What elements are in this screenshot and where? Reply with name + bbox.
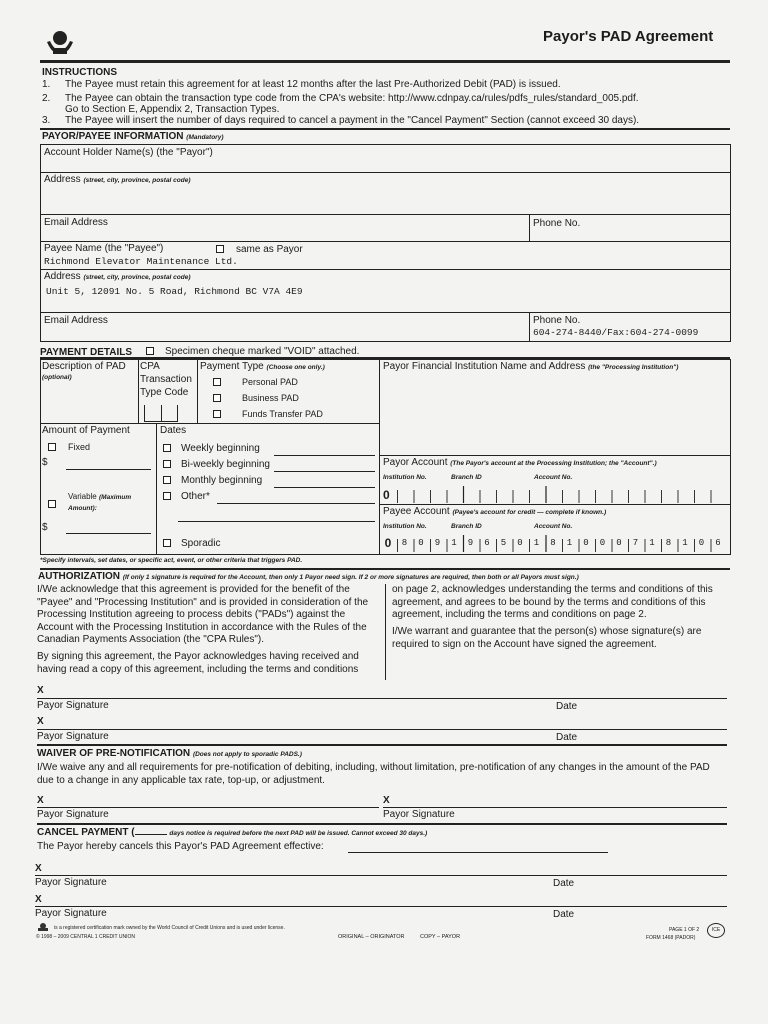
copyright-text: © 1998 – 2009 CENTRAL 1 CREDIT UNION <box>36 934 135 940</box>
fixed-amount-input[interactable] <box>66 469 151 470</box>
section-rule <box>37 744 727 746</box>
row-divider <box>379 504 731 505</box>
institution-no-label: Institution No. <box>383 523 427 530</box>
payee-name-label: Payee Name (the "Payee") <box>44 243 164 254</box>
payee-phone-value: 604-274-8440/Fax:604-274-0099 <box>533 327 699 338</box>
same-as-payor-label: same as Payor <box>236 244 303 255</box>
row-divider <box>379 455 731 456</box>
row-divider <box>40 269 731 270</box>
signature-label: Payor Signature <box>35 877 107 888</box>
column-divider <box>138 359 139 423</box>
signature-label: Payor Signature <box>35 908 107 919</box>
institution-no-label: Institution No. <box>383 474 427 481</box>
payee-account-digit: 5 <box>500 538 507 548</box>
section-title: CANCEL PAYMENT <box>37 827 129 838</box>
label-note: (The Payor's account at the Processing Institution; the "Account".) <box>450 460 657 467</box>
payee-account-digit: 0 <box>517 538 523 548</box>
waiver-text: I/We waive any and all requirements for pre-notification of debiting, including, without limitation, pre-notification of any changes in the amount of the PAD due to a change in any applicable tax rate, top-up, or adjustment. <box>37 762 710 786</box>
account-holder-input[interactable] <box>40 160 731 170</box>
dates-footnote: *Specify intervals, set dates, or specific act, event, or other criteria that triggers PAD. <box>40 557 303 564</box>
instruction-number: 3. <box>42 115 51 126</box>
payee-account-digit: 6 <box>715 538 721 548</box>
label-text: Payee Account <box>383 506 450 517</box>
label-text: Payor Financial Institution Name and Address <box>383 361 586 372</box>
dates-label: Dates <box>160 425 187 436</box>
same-as-payor-checkbox[interactable] <box>216 245 224 253</box>
other-checkbox[interactable] <box>163 492 171 500</box>
payee-account-digit: 1 <box>533 538 540 548</box>
label-note: (street, city, province, postal code) <box>83 177 191 184</box>
dollar-sign: $ <box>42 457 48 468</box>
account-no-label: Account No. <box>534 474 573 481</box>
page-title: Payor's PAD Agreement <box>543 28 714 45</box>
page-number: PAGE 1 OF 2 <box>669 927 700 933</box>
cancel-signature-line-1[interactable] <box>35 875 727 876</box>
waiver-signature-line-2[interactable] <box>383 807 727 808</box>
signature-x: X <box>35 894 42 905</box>
label-note: (the "Processing Institution") <box>588 364 679 371</box>
date-option: Monthly beginning <box>181 475 263 486</box>
business-pad-checkbox[interactable] <box>213 394 221 402</box>
signature-label: Payor Signature <box>383 809 455 820</box>
authorization-right-p1: on page 2, acknowledges understanding the terms and conditions of this agreement, and agrees to be bound by the terms and conditions of this agreement, including the terms and conditions on page 2. <box>392 584 713 621</box>
column-divider <box>379 359 380 555</box>
instruction-1: The Payee must retain this agreement for at least 12 months after the last Pre-Authorized Debit (PAD) is issued. <box>65 79 561 90</box>
payee-account-digit: 0 <box>384 536 392 550</box>
date-label: Date <box>553 878 575 889</box>
payor-account-first-digit: 0 <box>383 488 390 502</box>
payee-account-digit: 1 <box>566 538 573 548</box>
cancel-text: The Payor hereby cancels this Payor's PAD Agreement effective: <box>37 841 324 852</box>
instruction-3: The Payee will insert the number of days required to cancel a payment in the "Cancel Payment" Section (cannot exceed 30 days). <box>65 115 640 126</box>
label-note: (street, city, province, postal code) <box>83 274 191 281</box>
funds-transfer-pad-checkbox[interactable] <box>213 410 221 418</box>
trademark-text: is a registered certification mark owned by the World Council of Credit Unions and is used under license. <box>54 925 285 931</box>
section-title: WAIVER OF PRE-NOTIFICATION <box>37 748 191 759</box>
description-note: (optional) <box>42 374 72 381</box>
payor-phone-input[interactable] <box>530 229 730 240</box>
section-note: (Does not apply to sporadic PADS.) <box>192 751 302 758</box>
copy-label: COPY – PAYOR <box>420 934 461 940</box>
signature-x: X <box>37 795 44 806</box>
variable-amount-checkbox[interactable] <box>48 500 56 508</box>
column-divider <box>529 312 530 342</box>
section-rule <box>40 568 730 570</box>
signature-x: X <box>383 795 390 806</box>
payment-type-label <box>200 361 325 372</box>
cancel-heading: CANCEL PAYMENT ( days notice is required before the next PAD will be issued. Cannot exceed 30 days.) <box>37 827 428 838</box>
void-cheque-label: Specimen cheque marked "VOID" attached. <box>165 346 360 357</box>
biweekly-date-input[interactable] <box>274 471 375 472</box>
other-date-input[interactable] <box>217 503 375 504</box>
waiver-signature-line-1[interactable] <box>37 807 379 808</box>
sporadic-checkbox[interactable] <box>163 539 171 547</box>
signature-label: Payor Signature <box>37 731 109 742</box>
monthly-date-input[interactable] <box>274 487 375 488</box>
payee-account-digit: 0 <box>616 538 622 548</box>
account-holder-label: Account Holder Name(s) (the "Payor") <box>44 147 213 158</box>
payee-account-digit: 9 <box>434 538 441 548</box>
payee-account-digit: 0 <box>583 538 589 548</box>
date-option: Other* <box>181 491 210 502</box>
fixed-amount-label: Fixed <box>68 442 91 452</box>
payor-signature-line-1[interactable] <box>37 698 727 699</box>
signature-label: Payor Signature <box>37 809 109 820</box>
payor-phone-label: Phone No. <box>533 218 581 229</box>
label-text: Variable <box>68 492 97 501</box>
authorization-left-p2: By signing this agreement, the Payor acknowledges having received and having read a copy of this agreement, including the terms and conditions <box>37 651 359 675</box>
sporadic-label: Sporadic <box>181 538 221 549</box>
weekly-date-input[interactable] <box>274 455 375 456</box>
payor-address-label <box>44 174 191 185</box>
void-cheque-checkbox[interactable] <box>146 347 154 355</box>
hands-globe-logo <box>44 26 76 56</box>
label-note: (Choose one only.) <box>266 364 325 371</box>
payee-account-digit: 8 <box>401 538 408 548</box>
instructions-heading: INSTRUCTIONS <box>42 67 117 78</box>
title-rule <box>40 60 730 63</box>
payee-name-value: Richmond Elevator Maintenance Ltd. <box>44 256 238 267</box>
section-rule <box>37 823 727 825</box>
dollar-sign: $ <box>42 522 48 533</box>
label-text: Address <box>44 271 81 282</box>
amount-label: Amount of Payment <box>42 425 130 436</box>
small-logo-icon <box>36 922 50 932</box>
column-divider <box>385 584 386 680</box>
payee-account-digit: 1 <box>451 538 457 548</box>
date-label: Date <box>556 732 578 743</box>
label-note: (Payee's account for credit — complete if known.) <box>452 509 607 516</box>
cpa-label: Type Code <box>140 387 189 398</box>
signature-x: X <box>35 863 42 874</box>
date-option: Bi-weekly beginning <box>181 459 270 470</box>
branch-id-label: Branch ID <box>451 523 482 530</box>
biweekly-checkbox[interactable] <box>163 460 171 468</box>
payor-account-label <box>383 457 657 468</box>
column-divider <box>197 359 198 423</box>
personal-pad-checkbox[interactable] <box>213 378 221 386</box>
instruction-number: 2. <box>42 93 51 104</box>
label-note: (Maximum <box>99 494 132 501</box>
instruction-number: 1. <box>42 79 51 90</box>
branch-id-label: Branch ID <box>451 474 482 481</box>
payment-type-option: Funds Transfer PAD <box>242 409 323 419</box>
form-number: FORM 1468 (PADOR) <box>646 935 696 941</box>
instruction-2-cont: Go to Section E, Appendix 2, Transaction Types. <box>65 104 280 115</box>
payee-phone-label: Phone No. <box>533 315 581 326</box>
financial-institution-input[interactable] <box>381 376 729 454</box>
payor-account-ticks <box>380 486 730 504</box>
signature-x: X <box>37 716 44 727</box>
waiver-heading <box>37 748 302 759</box>
payor-signature-line-2[interactable] <box>37 729 727 730</box>
cpa-label: CPA <box>140 361 160 372</box>
section-rule <box>40 128 730 130</box>
ice-circle-badge: ICE <box>707 923 725 938</box>
label-note: Amount): <box>68 505 97 512</box>
payee-account-digit: 6 <box>484 538 490 548</box>
payment-type-option: Personal PAD <box>242 377 298 387</box>
payor-email-label: Email Address <box>44 217 108 228</box>
payee-account-digit: 9 <box>467 538 474 548</box>
section-note: (Mandatory) <box>186 134 224 141</box>
payor-address-input[interactable] <box>40 186 731 212</box>
payee-account-label <box>383 506 606 517</box>
column-divider <box>156 423 157 555</box>
other-date-input-2[interactable] <box>178 521 375 522</box>
cancel-signature-line-2[interactable] <box>35 906 727 907</box>
payee-account-digit: 0 <box>599 538 606 548</box>
authorization-left-p1: I/We acknowledge that this agreement is provided for the benefit of the "Payee" and "Processing Institution" and is provided in consideration of the Processing Institution agreeing to process debits ("PADs") against the Account with the Processing Institution in accordance with the Rules of the Canadian Payments Association (the "CPA Rules"). <box>37 584 369 646</box>
payee-address-value: Unit 5, 12091 No. 5 Road, Richmond BC V7A 4E9 <box>46 286 303 297</box>
row-divider <box>40 423 380 424</box>
row-divider <box>40 241 731 242</box>
section-title: PAYOR/PAYEE INFORMATION <box>42 131 184 142</box>
payee-account-digit: 0 <box>418 538 424 548</box>
account-no-label: Account No. <box>534 523 573 530</box>
instruction-2: The Payee can obtain the transaction type code from the CPA's website: http://www.cdnpay.ca/rules/pdfs_rules/standard_005.pdf. <box>65 93 639 104</box>
row-divider <box>40 172 731 173</box>
variable-amount-input[interactable] <box>66 533 151 534</box>
monthly-checkbox[interactable] <box>163 476 171 484</box>
payee-address-label <box>44 271 191 282</box>
payee-email-label: Email Address <box>44 315 108 326</box>
section-title: AUTHORIZATION <box>38 571 121 582</box>
payee-account-digit: 1 <box>682 538 688 548</box>
label-text: Payor Account <box>383 457 448 468</box>
date-label: Date <box>553 909 575 920</box>
signature-label: Payor Signature <box>37 700 109 711</box>
cancel-effective-date-input[interactable] <box>348 852 608 853</box>
payee-account-digit: 7 <box>632 538 639 548</box>
weekly-checkbox[interactable] <box>163 444 171 452</box>
payment-type-option: Business PAD <box>242 393 299 403</box>
section-note: days notice is required before the next PAD will be issued. Cannot exceed 30 days.) <box>169 830 428 837</box>
payor-payee-heading <box>42 131 224 142</box>
cpa-label: Transaction <box>140 374 192 385</box>
section-note: (If only 1 signature is required for the Account, then only 1 Payor need sign. If 2 or more signatures are required, then both or all Payors must sign.) <box>122 574 579 581</box>
payee-account-digit: 0 <box>698 538 705 548</box>
payment-details-heading: PAYMENT DETAILS <box>40 347 133 358</box>
authorization-heading <box>38 571 579 582</box>
original-label: ORIGINAL – ORIGINATOR <box>338 934 405 940</box>
payor-email-input[interactable] <box>40 229 529 240</box>
cancel-days-input[interactable] <box>135 834 167 835</box>
date-label: Date <box>556 701 578 712</box>
payee-account-digit: 8 <box>550 538 556 548</box>
label-text: Address <box>44 174 81 185</box>
row-divider <box>40 214 731 215</box>
description-label: Description of PAD <box>42 361 126 372</box>
variable-amount-label <box>68 492 131 501</box>
label-text: Payment Type <box>200 361 264 372</box>
payee-account-digit: 1 <box>649 538 655 548</box>
cpa-code-divider <box>161 405 162 422</box>
signature-x: X <box>37 685 44 696</box>
row-divider <box>40 312 731 313</box>
fixed-amount-checkbox[interactable] <box>48 443 56 451</box>
date-option: Weekly beginning <box>181 443 260 454</box>
payee-account-digit: 8 <box>665 538 672 548</box>
authorization-right-p2: I/We warrant and guarantee that the person(s) whose signature(s) are required to sign on the Account have signed the agreement. <box>392 626 702 650</box>
financial-institution-label <box>383 361 678 372</box>
